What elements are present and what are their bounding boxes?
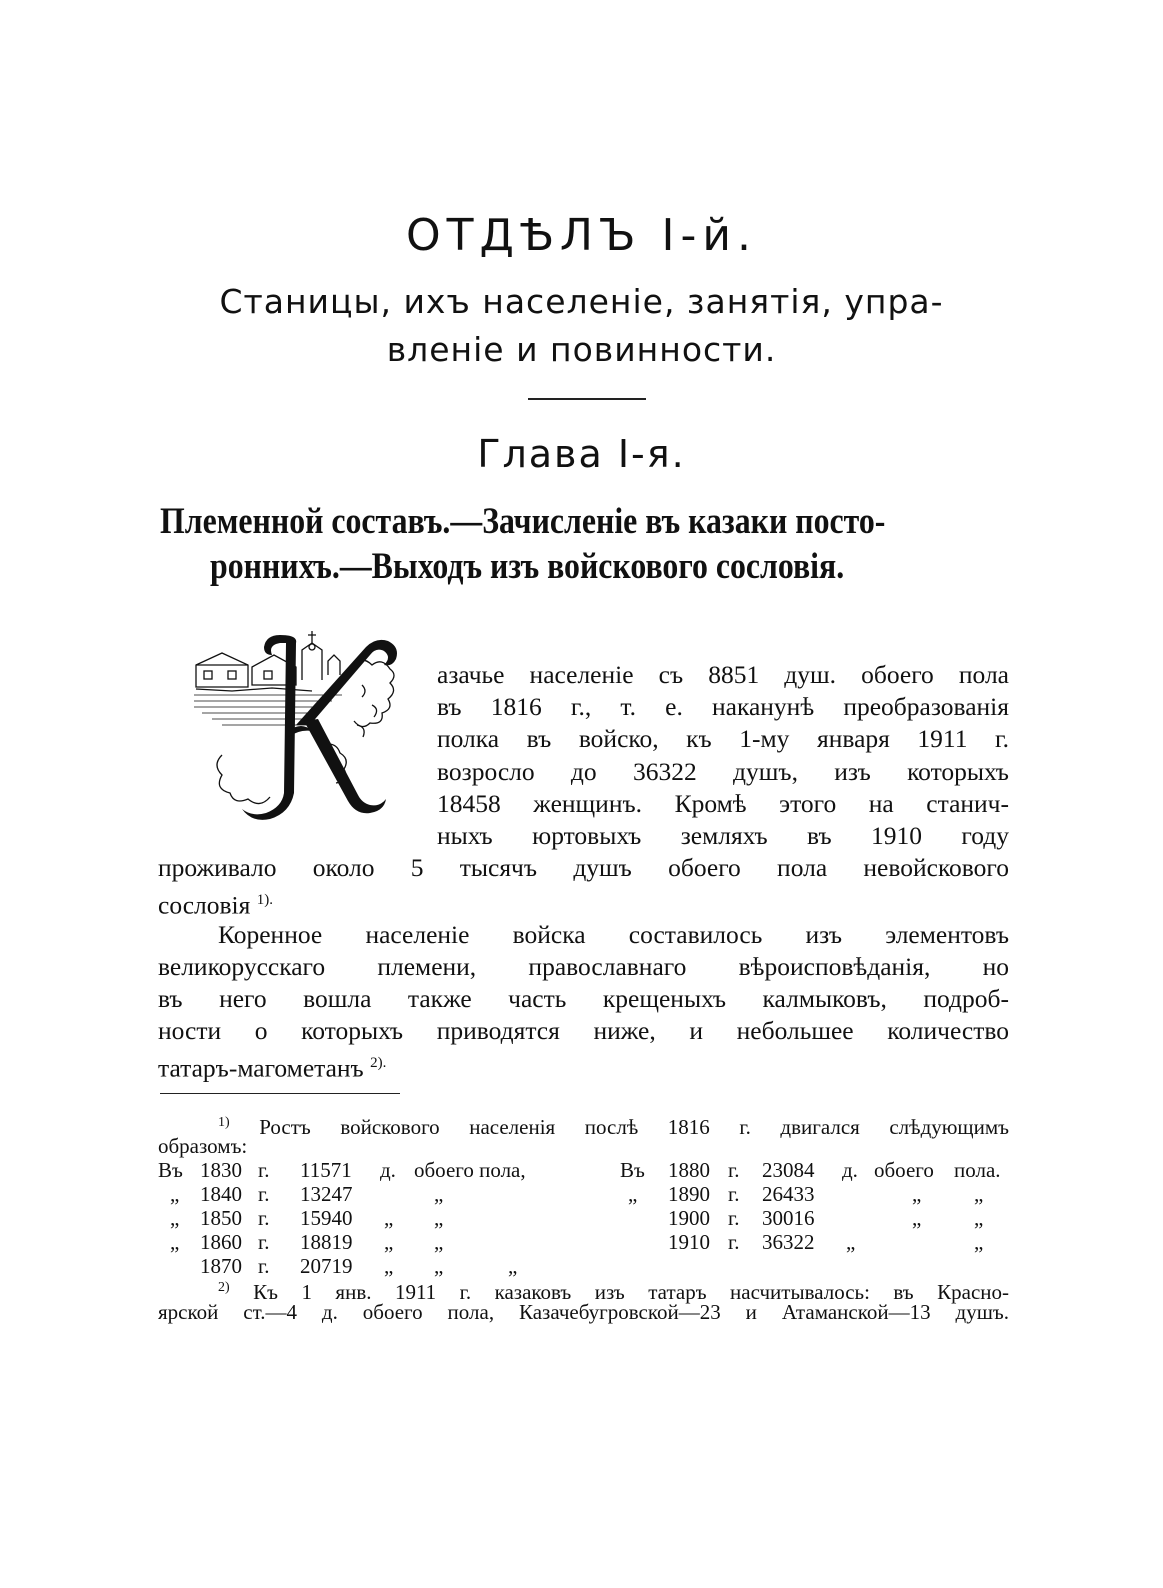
census-right-4-unit: „ (846, 1230, 856, 1254)
census-right-4-g: г. (728, 1230, 740, 1254)
census-left-3-g: г. (258, 1206, 270, 1230)
paragraph-2-line-2: великорусскаго племени, православнаго вѣроисповѣданія, но (158, 952, 1009, 981)
footnote-1-line-2: образомъ: (158, 1134, 248, 1158)
paragraph-2-line-1: Коренное населеніе войска составилось изъ элементовъ (218, 920, 1009, 949)
census-left-3-prefix: „ (170, 1206, 180, 1230)
census-left-1-desc: обоего пола, (414, 1158, 526, 1182)
census-left-2-count: 13247 (300, 1182, 353, 1206)
census-left-1-g: г. (258, 1158, 270, 1182)
census-left-3-count: 15940 (300, 1206, 353, 1230)
census-right-2-count: 26433 (762, 1182, 815, 1206)
census-right-2-year: 1890 (668, 1182, 710, 1206)
census-left-2-g: г. (258, 1182, 270, 1206)
paragraph-1-line-1: азачье населеніе съ 8851 душ. обоего пола (437, 660, 1009, 689)
census-right-2-desc: „ (912, 1182, 922, 1206)
census-left-1-count: 11571 (300, 1158, 352, 1182)
title-divider (528, 398, 646, 400)
census-right-1-desc: обоего (874, 1158, 934, 1182)
census-left-1-unit: д. (380, 1158, 396, 1182)
part-subtitle-line-1: Станицы, ихъ населеніе, занятія, упра- (219, 282, 944, 321)
decorative-initial-illustration (192, 625, 412, 830)
census-right-3-g: г. (728, 1206, 740, 1230)
footnote-1-marker: 1) (218, 1115, 230, 1130)
census-left-3-desc: „ (434, 1206, 444, 1230)
census-right-1-count: 23084 (762, 1158, 815, 1182)
census-left-4-prefix: „ (170, 1230, 180, 1254)
part-subtitle-line-2: вленіе и повинности. (386, 330, 777, 369)
census-right-3-count: 30016 (762, 1206, 815, 1230)
census-right-2-g: г. (728, 1182, 740, 1206)
census-right-4-count: 36322 (762, 1230, 815, 1254)
census-right-2-tail: „ (974, 1182, 984, 1206)
footnote-2-text: Къ 1 янв. 1911 г. казаковъ изъ татаръ насчитывалось: въ Красно- (253, 1280, 1009, 1304)
census-right-4-tail: „ (974, 1230, 984, 1254)
paragraph-2-last-text: татаръ-магометанъ (158, 1053, 364, 1083)
chapter-subtitle-line-1: Племенной составъ.—Зачисленіе въ казаки посто- (160, 501, 886, 542)
footnote-ref-2[interactable]: 2). (370, 1055, 387, 1071)
census-left-5-desc: „ (434, 1254, 444, 1278)
census-right-4-year: 1910 (668, 1230, 710, 1254)
footnote-ref-1[interactable]: 1). (256, 892, 273, 908)
census-left-2-desc: „ (434, 1182, 444, 1206)
footnote-2-marker: 2) (218, 1280, 230, 1295)
census-left-5-year: 1870 (200, 1254, 242, 1278)
paragraph-1-line-7: проживало около 5 тысячъ душъ обоего пола невойскового (158, 853, 1009, 882)
census-right-2-prefix: „ (628, 1182, 638, 1206)
census-left-5-g: г. (258, 1254, 270, 1278)
paragraph-1-line-5: 18458 женщинъ. Кромѣ этого на станич- (437, 789, 1009, 818)
footnote-2-line-2: ярской ст.—4 д. обоего пола, Казачебугровской—23 и Атаманской—13 душъ. (158, 1300, 1009, 1324)
paragraph-2-line-3: въ него вошла также часть крещеныхъ калмыковъ, подроб- (158, 984, 1009, 1013)
census-right-1-g: г. (728, 1158, 740, 1182)
census-left-5-count: 20719 (300, 1254, 353, 1278)
footnote-1-line-1 (218, 1111, 1009, 1139)
census-left-1-prefix: Въ (158, 1158, 183, 1182)
census-right-1-prefix: Въ (620, 1158, 645, 1182)
census-left-3-year: 1850 (200, 1206, 242, 1230)
census-right-1-year: 1880 (668, 1158, 710, 1182)
paragraph-1-line-3: полка въ войско, къ 1-му января 1911 г. (437, 724, 1009, 753)
census-left-4-desc: „ (434, 1230, 444, 1254)
census-right-1-tail: пола. (954, 1158, 1001, 1182)
census-left-4-year: 1860 (200, 1230, 242, 1254)
census-left-2-year: 1840 (200, 1182, 242, 1206)
census-right-1-unit: д. (842, 1158, 858, 1182)
census-left-2-prefix: „ (170, 1182, 180, 1206)
footnote-divider (160, 1093, 400, 1094)
paragraph-1-line-8 (158, 884, 273, 922)
census-right-3-tail: „ (974, 1206, 984, 1230)
census-left-5-unit: „ (384, 1254, 394, 1278)
paragraph-2-line-4: ности о которыхъ приводятся ниже, и небольшее количество (158, 1016, 1009, 1045)
census-right-3-year: 1900 (668, 1206, 710, 1230)
census-left-4-count: 18819 (300, 1230, 353, 1254)
part-title: ОТДѢЛЪ I-й. (406, 210, 757, 261)
chapter-title: Глава I-я. (477, 432, 686, 476)
paragraph-2-line-5 (158, 1047, 386, 1085)
census-left-1-year: 1830 (200, 1158, 242, 1182)
census-left-5-extra: „ (508, 1254, 518, 1278)
paragraph-1-line-2: въ 1816 г., т. е. наканунѣ преобразованія (437, 692, 1009, 721)
paragraph-1-line-4: возросло до 36322 душъ, изъ которыхъ (437, 757, 1009, 786)
paragraph-1-last-text: сословія (158, 890, 251, 920)
census-right-3-desc: „ (912, 1206, 922, 1230)
census-left-4-g: г. (258, 1230, 270, 1254)
census-left-4-unit: „ (384, 1230, 394, 1254)
paragraph-1-line-6: ныхъ юртовыхъ земляхъ въ 1910 году (437, 821, 1009, 850)
chapter-subtitle-line-2: роннихъ.—Выходъ изъ войскового сословія. (210, 546, 845, 587)
census-left-3-unit: „ (384, 1206, 394, 1230)
footnote-1-text: Ростъ войскового населенія послѣ 1816 г. двигался слѣдующимъ (259, 1115, 1009, 1139)
